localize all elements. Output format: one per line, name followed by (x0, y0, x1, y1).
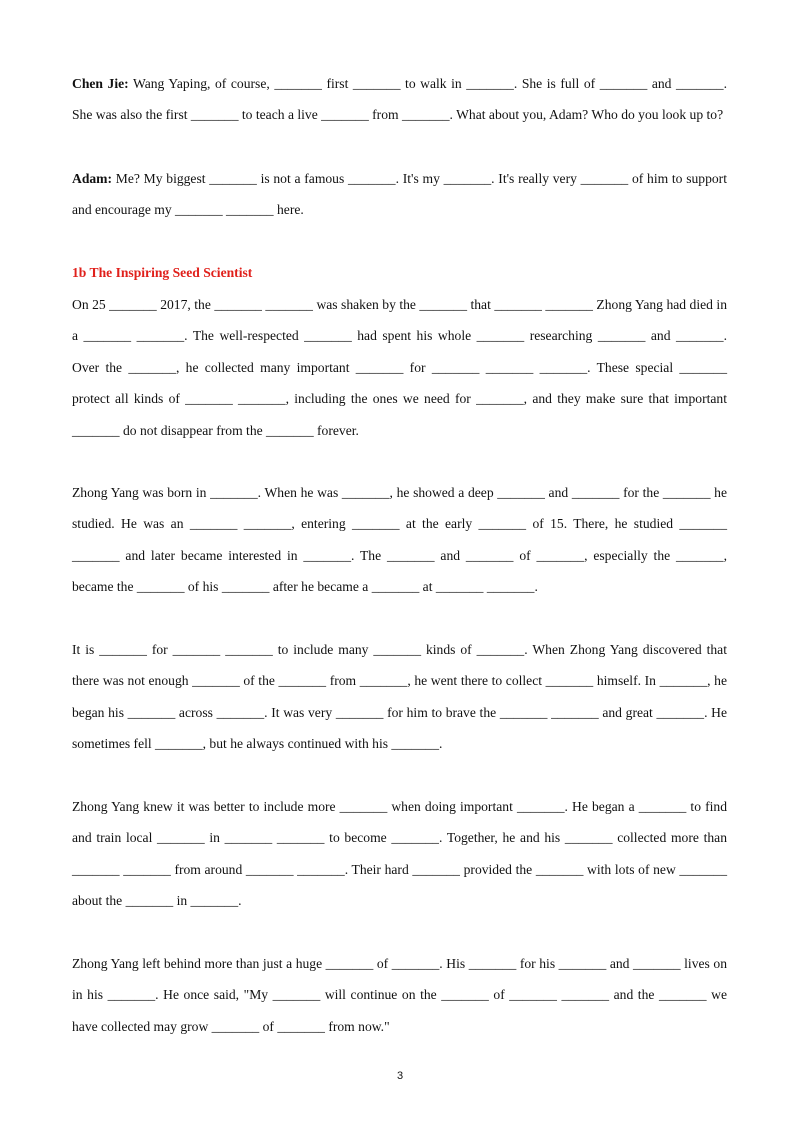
speaker-name: Adam: (72, 171, 113, 186)
paragraph-4: Zhong Yang knew it was better to include more _______ when doing important _______. He began a _______ to find and train local _______ in _______ _______ to become _______. Together, he and his _______ collected more than _______ _______ from around _______ _______. Their hard _______ provided the _______ with lots of new _______ about the _______ in _______. (72, 799, 727, 909)
dialogue-line-chen-jie (72, 68, 727, 131)
dialogue-line-adam (72, 163, 727, 226)
dialogue-text: Wang Yaping, of course, _______ first _______ to walk in _______. She is full of _______ and _______. She was also the first _______ to teach a live _______ from _______. What about you, Adam? Who do you look up to? (72, 76, 727, 123)
paragraph-5: Zhong Yang left behind more than just a huge _______ of _______. His _______ for his _______ and _______ lives on in his _______. He once said, "My _______ will continue on the _______ of _______ _______ and the _______ we have collected may grow _______ of _______ from now." (72, 956, 727, 1034)
page-number: 3 (396, 1070, 404, 1082)
dialogue-text: Me? My biggest _______ is not a famous _______. It's my _______. It's really very _______ of him to support and encourage my _______ _______ here. (72, 171, 727, 218)
section-title: 1b The Inspiring Seed Scientist (72, 265, 253, 280)
paragraph-2: Zhong Yang was born in _______. When he was _______, he showed a deep _______ and _______ for the _______ he studied. He was an _______ _______, entering _______ at the early _______ of 15. There, he studied _______ _______ and later became interested in _______. The _______ and _______ of _______, especially the _______, became the _______ of his _______ after he became a _______ at _______ _______. (72, 485, 727, 595)
speaker-name: Chen Jie: (72, 76, 129, 91)
paragraph-1: On 25 _______ 2017, the _______ _______ was shaken by the _______ that _______ _______ Zhong Yang had died in a _______ _______. The well-respected _______ had spent his whole _______ researching _______ and _______. Over the _______, he collected many important _______ for _______ _______ _______. These special _______ protect all kinds of _______ _______, including the ones we need for _______, and they make sure that important _______ do not disappear from the _______ forever. (72, 297, 727, 438)
paragraph-3: It is _______ for _______ _______ to include many _______ kinds of _______. When Zhong Yang discovered that there was not enough _______ of the _______ from _______, he went there to collect _______ himself. In _______, he began his _______ across _______. It was very _______ for him to brave the _______ _______ and great _______. He sometimes fell _______, but he always continued with his _______. (72, 642, 727, 752)
